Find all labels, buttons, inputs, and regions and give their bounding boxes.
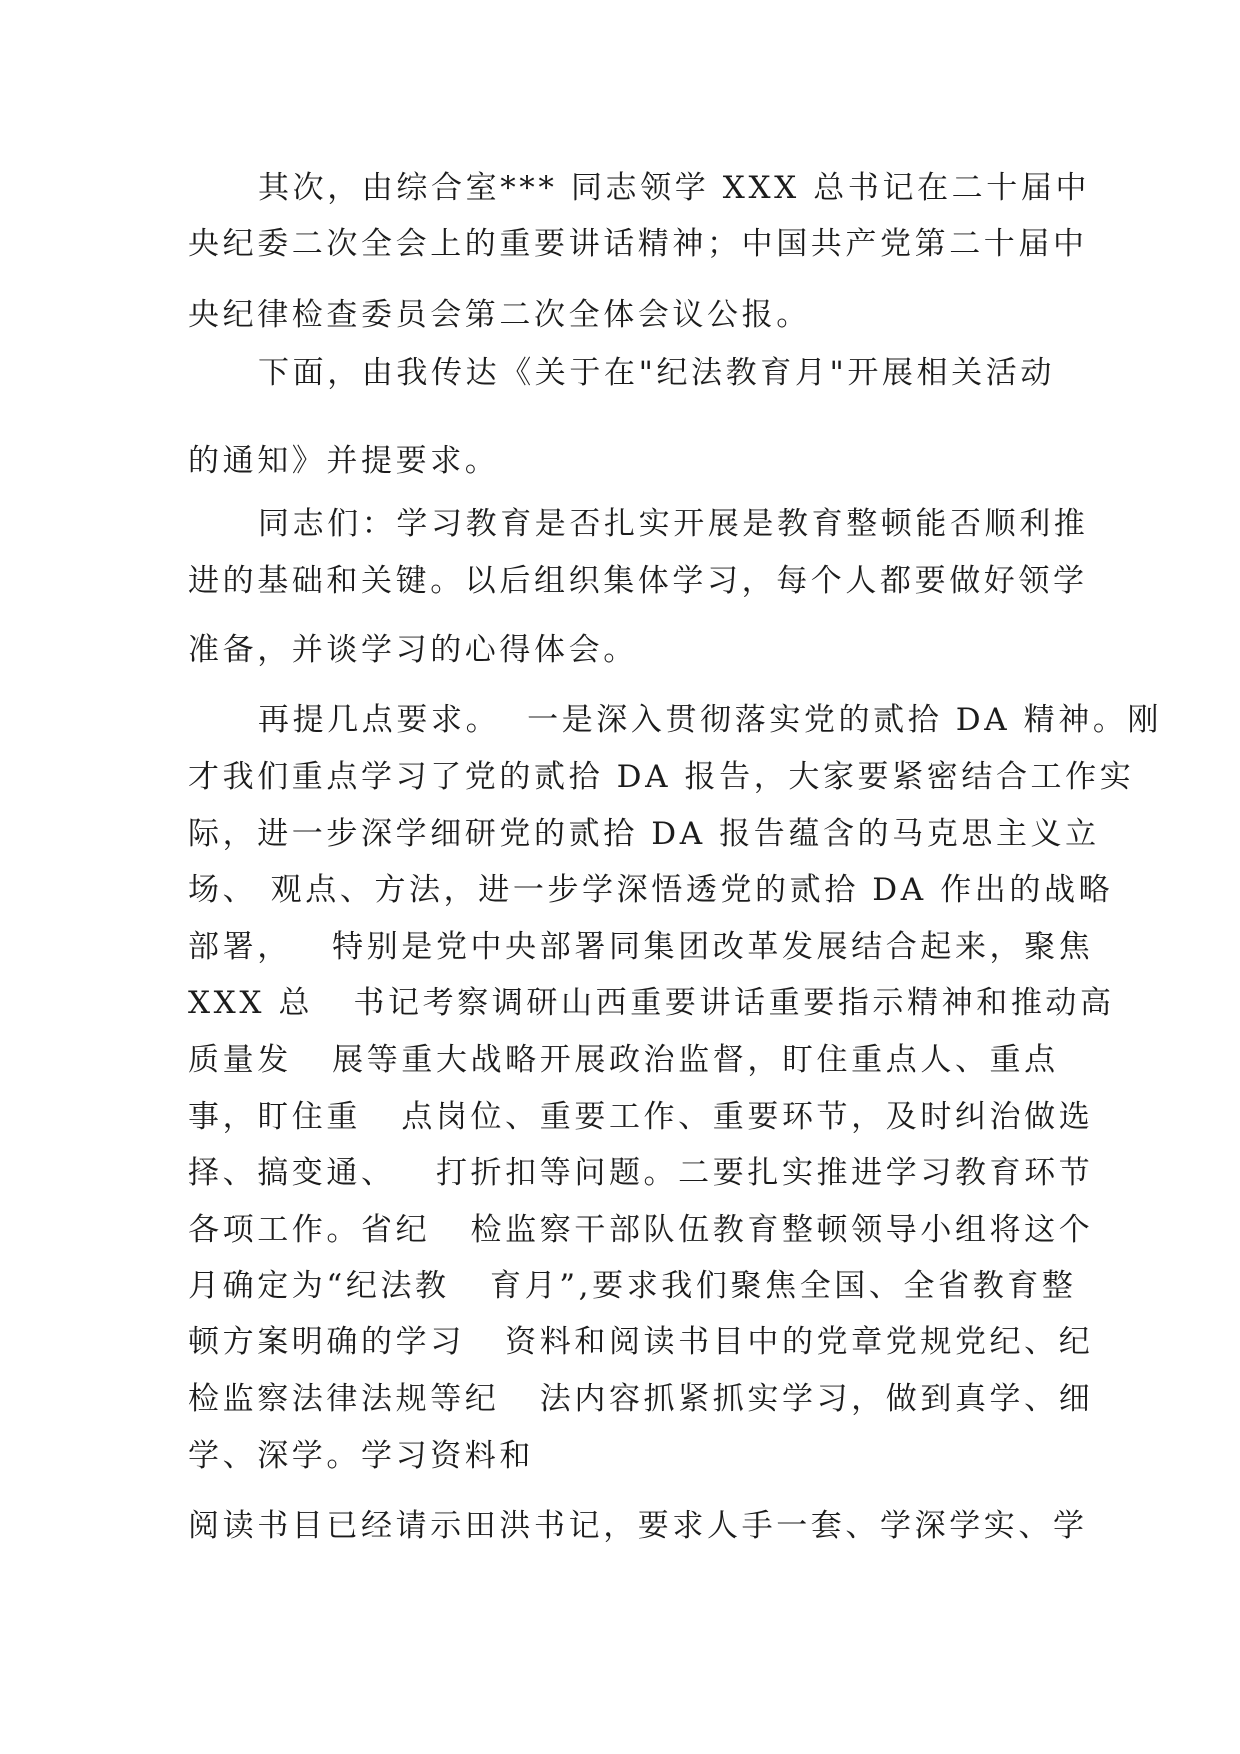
paragraph-4-line-11: 月确定为“纪法教 育月”,要求我们聚焦全国、全省教育整	[188, 1268, 1077, 1304]
paragraph-1-line-1: 其次，由综合室*** 同志领学 XXX 总书记在二十届中	[258, 170, 1091, 206]
paragraph-2-line-1: 下面，由我传达《关于在"纪法教育月"开展相关活动	[258, 355, 1055, 391]
paragraph-4-line-14: 学、深学。学习资料和	[188, 1438, 534, 1474]
paragraph-4-line-3: 际，进一步深学细研党的贰拾 DA 报告蕴含的马克思主义立	[188, 816, 1100, 852]
paragraph-3-line-3: 准备，并谈学习的心得体会。	[188, 632, 638, 668]
paragraph-4-line-12: 顿方案明确的学习 资料和阅读书目中的党章党规党纪、纪	[188, 1324, 1094, 1360]
paragraph-3-line-2: 进的基础和关键。以后组织集体学习，每个人都要做好领学	[188, 563, 1088, 599]
paragraph-4-line-5: 部署， 特别是党中央部署同集团改革发展结合起来，聚焦	[188, 929, 1094, 965]
paragraph-4-line-13: 检监察法律法规等纪 法内容抓紧抓实学习，做到真学、细	[188, 1381, 1094, 1417]
paragraph-4-line-8: 事，盯住重 点岗位、重要工作、重要环节，及时纠治做选	[188, 1099, 1094, 1135]
paragraph-1-line-2: 央纪委二次全会上的重要讲话精神；中国共产党第二十届中	[188, 226, 1088, 262]
paragraph-1-line-3: 央纪律检查委员会第二次全体会议公报。	[188, 297, 811, 333]
paragraph-4-line-6: XXX 总 书记考察调研山西重要讲话重要指示精神和推动高	[188, 985, 1115, 1021]
paragraph-3-line-1: 同志们：学习教育是否扎实开展是教育整顿能否顺利推	[258, 506, 1089, 542]
paragraph-4-line-9: 择、搞变通、 打折扣等问题。二要扎实推进学习教育环节	[188, 1155, 1094, 1191]
paragraph-4-line-4: 场、 观点、方法，进一步学深悟透党的贰拾 DA 作出的战略	[188, 872, 1114, 908]
paragraph-4-line-7: 质量发 展等重大战略开展政治监督，盯住重点人、重点	[188, 1042, 1059, 1078]
paragraph-4-line-2: 才我们重点学习了党的贰拾 DA 报告，大家要紧密结合工作实	[188, 759, 1135, 795]
paragraph-2-line-2: 的通知》并提要求。	[188, 443, 500, 479]
paragraph-4-line-1: 再提几点要求。 一是深入贯彻落实党的贰拾 DA 精神。刚	[258, 702, 1163, 738]
paragraph-4-line-15: 阅读书目已经请示田洪书记，要求人手一套、学深学实、学	[188, 1508, 1088, 1544]
paragraph-4-line-10: 各项工作。省纪 检监察干部队伍教育整顿领导小组将这个	[188, 1212, 1094, 1248]
